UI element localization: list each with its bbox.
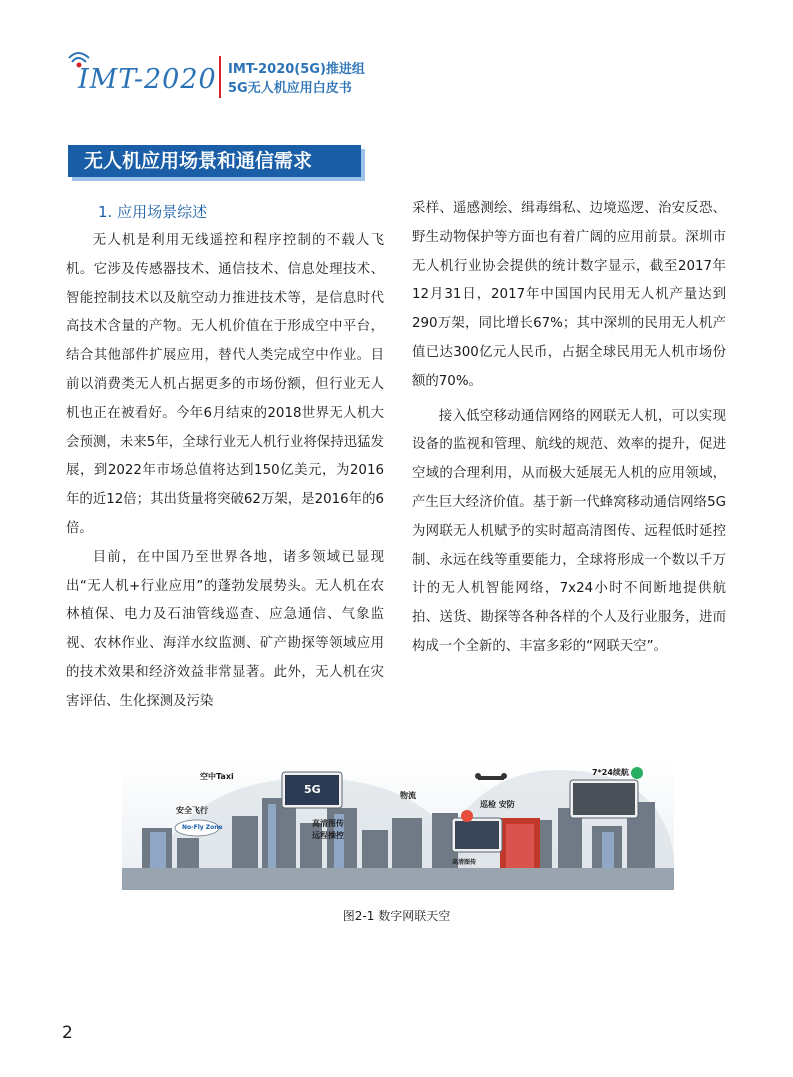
header-divider [219, 56, 221, 98]
label-aerial: 7*24续航 [592, 768, 629, 777]
label-safe-flight: 安全飞行 [176, 806, 208, 815]
paragraph-1: 无人机是利用无线遥控和程序控制的不载人飞机。它涉及传感器技术、通信技术、信息处理技术、智能控制技术以及航空动力推进技术等，是信息时代高技术含量的产物。无人机价值在于形成空中平台，结合其他部件扩展应用，替代人类完成空中作业。目前以消费类无人机占据更多的市场份额，但行业无人机也正在被看好。今年6月结束的2018世界无人机大会预测，未来5年，全球行业无人机行业将保持迅猛发展，到2022年市场总值将达到150亿美元，为2016年的近12倍；其出货量将突破62万架，是2016年的6倍。 [66, 233, 384, 536]
section-title: 无人机应用场景和通信需求 [84, 150, 313, 172]
header-doc-title: 5G无人机应用白皮书 [228, 81, 352, 96]
label-air-taxi: 空中Taxi [200, 772, 234, 781]
header-org: IMT-2020(5G)推进组 [228, 62, 365, 77]
page-number: 2 [62, 1023, 73, 1043]
figure-caption: 图2-1 数字网联天空 [342, 909, 451, 923]
paragraph-2-continued: 采样、遥感测绘、缉毒缉私、边境巡逻、治安反恐、野生动物保护等方面也有着广阔的应用前景。深圳市无人机行业协会提供的统计数字显示，截至2017年12月31日，2017年中国国内民用无人机产量达到290万架，同比增长67%；其中深圳的民用无人机产值已达300亿元人民币，占据全球民用无人机市场份额的70%。 [412, 201, 726, 389]
label-no-fly-zone: No-Fly Zone [182, 824, 223, 831]
right-column [412, 195, 726, 662]
label-remote-control: 远程操控 [312, 831, 344, 840]
subheading: 1. 应用场景综述 [98, 203, 208, 221]
label-5g: 5G [304, 783, 321, 796]
left-column [66, 227, 384, 717]
label-inspect: 高清图传 [452, 859, 477, 866]
figure-connected-sky [122, 758, 674, 890]
label-logistics: 物流 [400, 791, 416, 800]
label-hd-video: 高清图传 [312, 819, 344, 828]
paragraph-3: 接入低空移动通信网络的网联无人机，可以实现设备的监视和管理、航线的规范、效率的提升，促进空域的合理利用，从而极大延展无人机的应用领域，产生巨大经济价值。基于新一代蜂窝移动通信网络5G为网联无人机赋予的实时超高清图传、远程低时延控制、永远在线等重要能力，全球将形成一个数以千万计的无人机智能网络，7x24小时不间断地提供航拍、送货、勘探等各种各样的个人及行业服务，进而构成一个全新的、丰富多彩的“网联天空”。 [412, 408, 726, 654]
logo-text: IMT-2020 [78, 64, 217, 95]
paragraph-2: 目前，在中国乃至世界各地，诸多领域已显现出“无人机+行业应用”的蓬勃发展势头。无人机在农林植保、电力及石油管线巡查、应急通信、气象监视、农林作业、海洋水纹监测、矿产勘探等领域应用的技术效果和经济效益非常显著。此外，无人机在灾害评估、生化探测及污染 [66, 549, 384, 709]
label-patrol: 巡检 安防 [480, 800, 515, 809]
